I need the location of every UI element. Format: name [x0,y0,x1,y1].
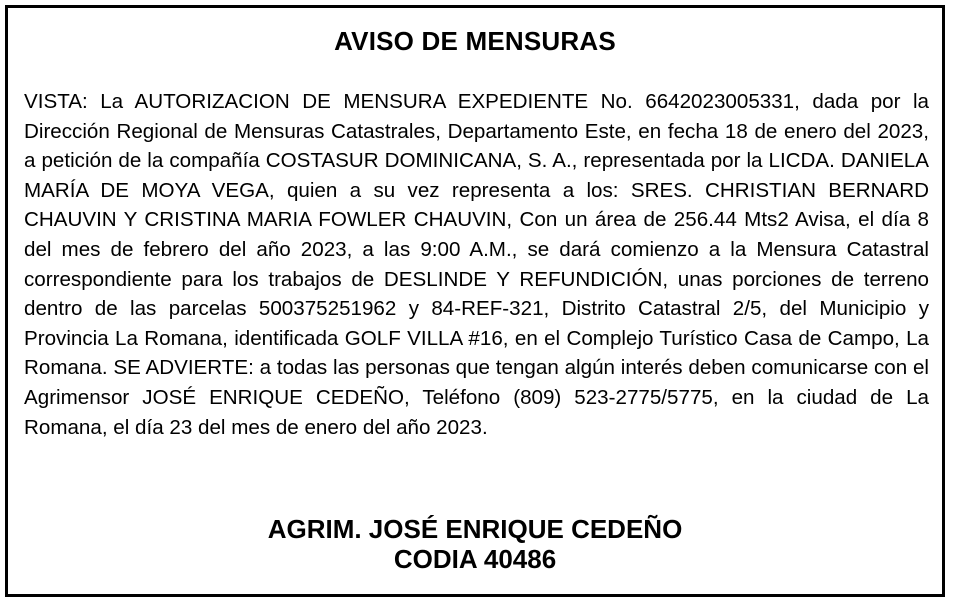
signature-codia: CODIA 40486 [393,544,557,574]
signature-name: AGRIM. JOSÉ ENRIQUE CEDEÑO [267,514,683,544]
notice-title: AVISO DE MENSURAS [334,26,616,56]
signature-block [8,514,942,574]
notice-body-advisory: en el Complejo Turístico Casa de Campo, La Romana. SE ADVIERTE: a todas las personas que tengan algún interés deben comunicarse con el Agrimensor JOSÉ ENRIQUE CEDEÑO, Teléfono (809) 523-2775/5775, en la ciudad de La Romana, el día 23 del mes de enero del año 2023. [24,326,929,439]
notice-body-main: VISTA: La AUTORIZACION DE MENSURA EXPEDIENTE No. 6642023005331, dada por la Dirección Regional de Mensuras Catastrales, Departamento Este, en fecha 18 de enero del 2023, a petición de la compañía COSTASUR DOMINICANA, S. A., representada por la LICDA. DANIELA MARÍA DE MOYA VEGA, quien a su vez representa a los: SRES. CHRISTIAN BERNARD CHAUVIN Y CRISTINA MARIA FOWLER CHAUVIN, Con un área de 256.44 Mts2 Avisa, el día 8 del mes de febrero del año 2023, a las 9:00 A.M., se dará comienzo a la Mensura Catastral correspondiente para los trabajos de DESLINDE Y REFUNDICIÓN, unas porciones de terreno dentro de las parcelas 500375251962 y 84-REF-321, Distrito Catastral 2/5, del Municipio y Provincia La Romana, identificada GOLF VILLA #16, [24,90,929,350]
notice-frame [5,5,945,597]
notice-body [24,87,929,442]
